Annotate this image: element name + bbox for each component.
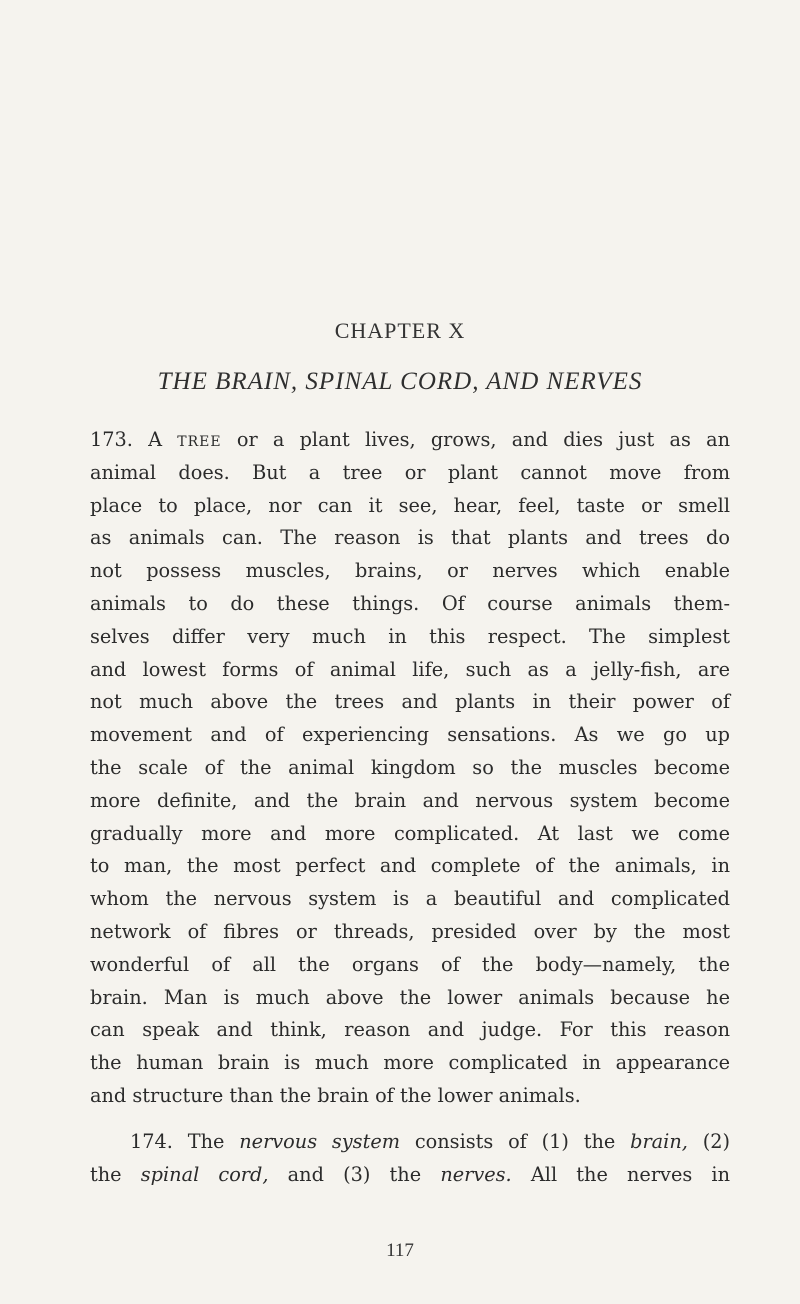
text-line: the spinal cord, and (3) the nerves. All the nerves in (90, 1162, 730, 1186)
text-line: not possess muscles, brains, or nerves which enable (90, 559, 730, 583)
body-text (90, 424, 730, 1191)
text-line: the human brain is much more complicated in appearance (90, 1051, 730, 1075)
text-line: animal does. But a tree or plant cannot move from (90, 460, 730, 484)
text-line: 173. A tree or a plant lives, grows, and dies just as an (90, 428, 731, 451)
text-line: network of fibres or threads, presided over by the most (90, 919, 730, 943)
text-line: not much above the trees and plants in their power of (90, 690, 730, 714)
small-caps-word: tree (177, 428, 222, 451)
page-number: 117 (386, 1240, 414, 1261)
chapter-title: THE BRAIN, SPINAL CORD, AND NERVES (157, 368, 643, 395)
italic-term: nerves. (440, 1162, 512, 1186)
text-line: selves differ very much in this respect. The simplest (90, 624, 730, 648)
text-line: movement and of experiencing sensations. As we go up (90, 723, 730, 747)
italic-term: spinal cord, (140, 1162, 269, 1186)
text-line: 174. The nervous system consists of (1) the brain, (2) (130, 1129, 731, 1153)
chapter-label: CHAPTER X (334, 318, 466, 343)
italic-term: brain, (630, 1129, 688, 1153)
text-line: and lowest forms of animal life, such as a jelly-fish, are (90, 657, 730, 681)
text-line: gradually more and more complicated. At last we come (90, 821, 730, 845)
text-line: to man, the most perfect and complete of the animals, in (90, 854, 730, 878)
text-line: the scale of the animal kingdom so the muscles become (90, 755, 730, 779)
text-line: animals to do these things. Of course animals them- (90, 591, 730, 615)
text-line: more definite, and the brain and nervous system become (90, 788, 730, 812)
text-line: as animals can. The reason is that plants and trees do (90, 526, 730, 550)
italic-term: nervous system (239, 1129, 401, 1153)
text-line: place to place, nor can it see, hear, feel, taste or smell (90, 493, 730, 517)
text-line: wonderful of all the organs of the body—namely, the (90, 952, 730, 976)
text-line: can speak and think, reason and judge. For this reason (90, 1018, 730, 1042)
paragraph-gap (90, 1113, 730, 1126)
text-line: brain. Man is much above the lower animals because he (90, 985, 730, 1009)
text-line: whom the nervous system is a beautiful and complicated (90, 887, 730, 911)
text-line: and structure than the brain of the lower animals. (90, 1083, 581, 1107)
